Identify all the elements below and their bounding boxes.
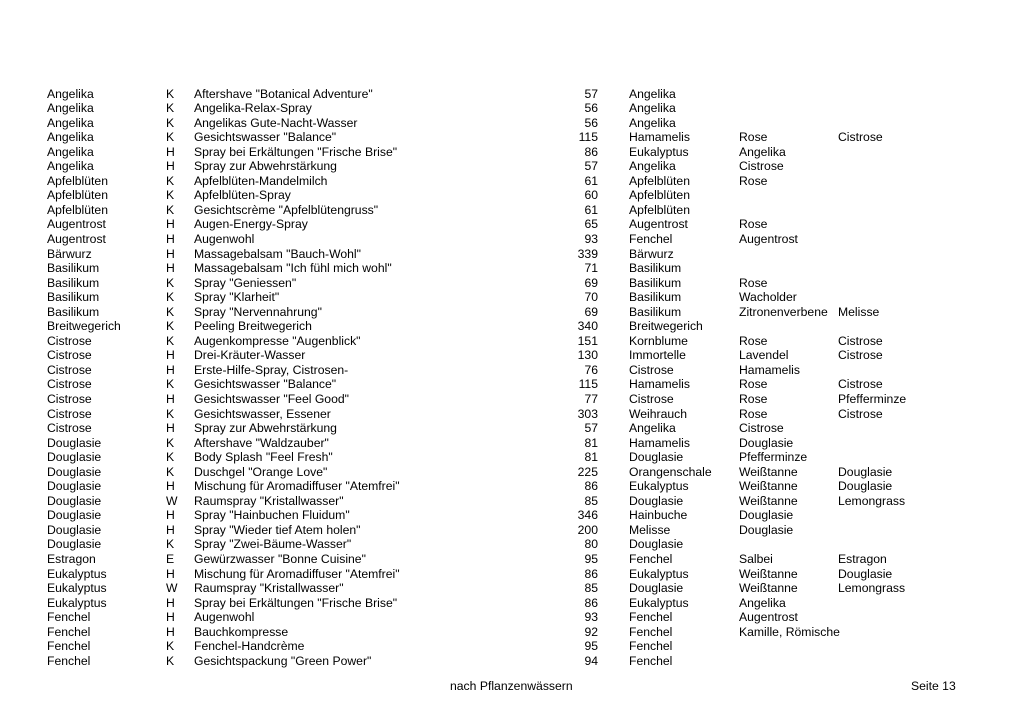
water-3: Cistrose: [838, 333, 883, 348]
product-name: Spray bei Erkältungen "Frische Brise": [194, 595, 398, 610]
water-2: Douglasie: [739, 435, 794, 450]
plant-name: Augentrost: [47, 217, 106, 232]
table-row: [0, 116, 1024, 131]
water-1: Apfelblüten: [629, 188, 690, 203]
footer-title: nach Pflanzenwässern: [450, 679, 573, 693]
plant-name: Douglasie: [47, 537, 102, 552]
page-reference: 115: [578, 377, 598, 392]
water-2: Weißtanne: [739, 581, 798, 596]
plant-name: Angelika: [47, 86, 94, 101]
water-2: Angelika: [739, 144, 786, 159]
page-reference: 60: [584, 188, 598, 203]
water-1: Basilikum: [629, 304, 682, 319]
table-row: [0, 145, 1024, 160]
plant-name: Angelika: [47, 130, 94, 145]
product-name: Erste-Hilfe-Spray, Cistrosen-: [194, 362, 349, 377]
table-row: [0, 407, 1024, 422]
category-code: H: [166, 362, 175, 377]
category-code: K: [166, 319, 175, 334]
plant-name: Fenchel: [47, 653, 91, 668]
plant-name: Angelika: [47, 159, 94, 174]
water-1: Hamamelis: [629, 130, 690, 145]
water-1: Weihrauch: [629, 406, 688, 421]
page-reference: 57: [584, 159, 598, 174]
product-name: Spray "Hainbuchen Fluidum": [194, 508, 350, 523]
category-code: K: [166, 115, 175, 130]
plant-name: Eukalyptus: [47, 595, 107, 610]
water-2: Rose: [739, 333, 768, 348]
page-reference: 69: [584, 304, 598, 319]
category-code: K: [166, 653, 175, 668]
category-code: K: [166, 464, 175, 479]
table-row: [0, 537, 1024, 552]
page-reference: 92: [584, 624, 598, 639]
category-code: K: [166, 333, 175, 348]
table-row: [0, 247, 1024, 262]
water-2: Weißtanne: [739, 566, 798, 581]
table-row: [0, 610, 1024, 625]
category-code: K: [166, 450, 175, 465]
product-name: Spray "Zwei-Bäume-Wasser": [194, 537, 352, 552]
plant-name: Fenchel: [47, 610, 91, 625]
water-3: Estragon: [838, 552, 887, 566]
table-row: [0, 465, 1024, 480]
category-code: H: [166, 610, 175, 625]
water-2: Weißtanne: [739, 493, 798, 508]
product-name: Bauchkompresse: [194, 624, 289, 639]
page-reference: 339: [577, 246, 598, 261]
page-reference: 93: [584, 231, 598, 246]
table-row: [0, 188, 1024, 203]
category-code: H: [166, 217, 175, 232]
water-2: Rose: [739, 275, 768, 290]
category-code: W: [166, 493, 178, 508]
plant-name: Basilikum: [47, 290, 100, 305]
category-code: K: [166, 202, 175, 217]
product-name: Augenwohl: [194, 610, 255, 625]
page-reference: 86: [584, 479, 598, 494]
water-2: Zitronenverbene: [739, 304, 828, 319]
water-1: Eukalyptus: [629, 595, 689, 610]
water-2: Wacholder: [739, 290, 797, 305]
footer-page-number: Seite 13: [911, 679, 956, 693]
product-name: Apfelblüten-Spray: [194, 188, 291, 203]
category-code: H: [166, 159, 175, 174]
water-2: Angelika: [739, 595, 786, 610]
plant-name: Breitwegerich: [47, 319, 121, 334]
page-reference: 225: [577, 464, 598, 479]
page-reference: 65: [584, 217, 598, 232]
water-1: Angelika: [629, 101, 676, 116]
plant-name: Douglasie: [47, 508, 102, 523]
product-name: Mischung für Aromadiffuser "Atemfrei": [194, 479, 400, 494]
page-reference: 81: [584, 450, 598, 465]
category-code: K: [166, 101, 175, 116]
category-code: H: [166, 348, 175, 363]
table-row: [0, 596, 1024, 611]
water-1: Fenchel: [629, 639, 673, 654]
product-name: Body Splash "Feel Fresh": [194, 450, 333, 465]
product-name: Spray "Wieder tief Atem holen": [194, 522, 361, 537]
category-code: K: [166, 537, 175, 552]
water-3: Cistrose: [838, 130, 883, 145]
product-name: Massagebalsam "Ich fühl mich wohl": [194, 261, 392, 276]
plant-name: Angelika: [47, 101, 94, 116]
water-1: Angelika: [629, 159, 676, 174]
product-name: Augenwohl: [194, 231, 255, 246]
table-row: [0, 508, 1024, 523]
water-1: Fenchel: [629, 653, 673, 668]
water-1: Eukalyptus: [629, 144, 689, 159]
table-row: [0, 581, 1024, 596]
product-name: Raumspray "Kristallwasser": [194, 581, 344, 596]
category-code: K: [166, 406, 175, 421]
product-name: Angelikas Gute-Nacht-Wasser: [194, 115, 358, 130]
page-reference: 303: [577, 406, 598, 421]
plant-name: Basilikum: [47, 275, 100, 290]
water-1: Douglasie: [629, 450, 684, 465]
water-2: Weißtanne: [739, 464, 798, 479]
product-name: Spray "Geniessen": [194, 275, 297, 290]
category-code: K: [166, 173, 175, 188]
plant-name: Apfelblüten: [47, 188, 108, 203]
water-1: Douglasie: [629, 581, 684, 596]
plant-name: Augentrost: [47, 231, 106, 246]
category-code: K: [166, 275, 175, 290]
page-reference: 85: [584, 493, 598, 508]
plant-name: Douglasie: [47, 450, 102, 465]
plant-name: Eukalyptus: [47, 581, 107, 596]
category-code: K: [166, 130, 175, 145]
water-3: Lemongrass: [838, 581, 906, 596]
water-1: Douglasie: [629, 537, 684, 552]
plant-name: Douglasie: [47, 464, 102, 479]
plant-name: Cistrose: [47, 421, 92, 436]
table-row: [0, 174, 1024, 189]
product-name: Drei-Kräuter-Wasser: [194, 348, 306, 363]
product-name: Peeling Breitwegerich: [194, 319, 312, 334]
plant-name: Cistrose: [47, 377, 92, 392]
water-2: Augentrost: [739, 610, 798, 625]
product-name: Aftershave "Waldzauber": [194, 435, 329, 450]
table-row: [0, 203, 1024, 218]
water-1: Fenchel: [629, 610, 673, 625]
table-row: [0, 436, 1024, 451]
product-name: Gesichtswasser "Balance": [194, 130, 337, 145]
table-row: [0, 130, 1024, 145]
page-reference: 346: [577, 508, 598, 523]
page-reference: 56: [584, 101, 598, 116]
water-1: Apfelblüten: [629, 202, 690, 217]
water-3: Douglasie: [838, 464, 893, 479]
table-row: [0, 654, 1024, 669]
plant-name: Angelika: [47, 115, 94, 130]
table-row: [0, 421, 1024, 436]
product-name: Spray zur Abwehrstärkung: [194, 421, 337, 436]
page-reference: 93: [584, 610, 598, 625]
product-name: Aftershave "Botanical Adventure": [194, 86, 373, 101]
product-name: Augen-Energy-Spray: [194, 217, 308, 232]
category-code: H: [166, 479, 175, 494]
water-3: Douglasie: [838, 479, 893, 494]
water-1: Basilikum: [629, 290, 682, 305]
table-row: [0, 276, 1024, 291]
page-reference: 70: [584, 290, 598, 305]
water-2: Rose: [739, 173, 768, 188]
water-2: Lavendel: [739, 348, 789, 363]
water-1: Melisse: [629, 522, 671, 537]
water-1: Apfelblüten: [629, 173, 690, 188]
water-3: Cistrose: [838, 406, 883, 421]
category-code: H: [166, 391, 175, 406]
table-row: [0, 290, 1024, 305]
table-row: [0, 334, 1024, 349]
product-name: Gesichtswasser, Essener: [194, 406, 331, 421]
water-1: Eukalyptus: [629, 566, 689, 581]
water-1: Hainbuche: [629, 508, 688, 523]
plant-name: Bärwurz: [47, 246, 92, 261]
category-code: H: [166, 522, 175, 537]
category-code: H: [166, 508, 175, 523]
table-row: [0, 494, 1024, 509]
plant-name: Fenchel: [47, 624, 91, 639]
water-1: Hamamelis: [629, 377, 690, 392]
water-2: Douglasie: [739, 508, 794, 523]
plant-name: Eukalyptus: [47, 566, 107, 581]
table-row: [0, 363, 1024, 378]
table-row: [0, 523, 1024, 538]
category-code: H: [166, 595, 175, 610]
page-reference: 80: [584, 537, 598, 552]
category-code: K: [166, 290, 175, 305]
page-reference: 76: [584, 362, 598, 377]
category-code: K: [166, 86, 175, 101]
page-reference: 71: [584, 261, 598, 276]
product-name: Mischung für Aromadiffuser "Atemfrei": [194, 566, 400, 581]
product-name: Augenkompresse "Augenblick": [194, 333, 361, 348]
product-name: Gesichtswasser "Balance": [194, 377, 337, 392]
water-2: Pfefferminze: [739, 450, 808, 465]
water-1: Cistrose: [629, 362, 674, 377]
water-2: Salbei: [739, 552, 773, 566]
water-1: Angelika: [629, 115, 676, 130]
water-3: Cistrose: [838, 377, 883, 392]
water-2: Rose: [739, 406, 768, 421]
plant-name: Cistrose: [47, 333, 92, 348]
water-3: Pfefferminze: [838, 391, 907, 406]
water-1: Angelika: [629, 421, 676, 436]
water-1: Kornblume: [629, 333, 688, 348]
plant-name: Estragon: [47, 552, 96, 566]
page-reference: 86: [584, 144, 598, 159]
product-name: Spray "Klarheit": [194, 290, 280, 305]
page-reference: 57: [584, 421, 598, 436]
plant-name: Apfelblüten: [47, 173, 108, 188]
table-row: [0, 217, 1024, 232]
water-2: Kamille, Römische: [739, 624, 840, 639]
product-name: Gesichtswasser "Feel Good": [194, 391, 349, 406]
page-reference: 85: [584, 581, 598, 596]
page-reference: 81: [584, 435, 598, 450]
water-1: Immortelle: [629, 348, 686, 363]
water-1: Basilikum: [629, 275, 682, 290]
table-row: [0, 101, 1024, 116]
table-row: [0, 305, 1024, 320]
category-code: E: [166, 552, 175, 566]
table-row: [0, 348, 1024, 363]
table-row: [0, 567, 1024, 582]
water-2: Weißtanne: [739, 479, 798, 494]
water-3: Lemongrass: [838, 493, 906, 508]
page-reference: 56: [584, 115, 598, 130]
table-row: [0, 159, 1024, 174]
product-name: Spray bei Erkältungen "Frische Brise": [194, 144, 398, 159]
product-name: Angelika-Relax-Spray: [194, 101, 312, 116]
page-reference: 61: [584, 202, 598, 217]
water-3: Cistrose: [838, 348, 883, 363]
water-2: Cistrose: [739, 421, 784, 436]
water-3: Melisse: [838, 304, 880, 319]
product-name: Fenchel-Handcrème: [194, 639, 305, 654]
category-code: H: [166, 144, 175, 159]
water-1: Cistrose: [629, 391, 674, 406]
page-reference: 61: [584, 173, 598, 188]
plant-name: Basilikum: [47, 261, 100, 276]
table-row: [0, 552, 1024, 567]
category-code: H: [166, 261, 175, 276]
page-reference: 57: [584, 86, 598, 101]
product-name: Spray zur Abwehrstärkung: [194, 159, 337, 174]
plant-name: Angelika: [47, 144, 94, 159]
table-row: [0, 479, 1024, 494]
table-row: [0, 639, 1024, 654]
water-2: Hamamelis: [739, 362, 800, 377]
table-row: [0, 87, 1024, 102]
water-1: Douglasie: [629, 493, 684, 508]
plant-name: Douglasie: [47, 435, 102, 450]
category-code: K: [166, 188, 175, 203]
page-reference: 115: [578, 130, 598, 145]
table-row: [0, 319, 1024, 334]
product-name: Duschgel "Orange Love": [194, 464, 328, 479]
product-name: Apfelblüten-Mandelmilch: [194, 173, 328, 188]
page-reference: 95: [584, 639, 598, 654]
plant-name: Cistrose: [47, 362, 92, 377]
product-name: Gesichtscrème "Apfelblütengruss": [194, 202, 379, 217]
page-reference: 94: [584, 653, 598, 668]
water-2: Augentrost: [739, 231, 798, 246]
table-row: [0, 450, 1024, 465]
water-3: Douglasie: [838, 566, 893, 581]
water-1: Fenchel: [629, 624, 673, 639]
category-code: K: [166, 639, 175, 654]
product-name: Massagebalsam "Bauch-Wohl": [194, 246, 361, 261]
category-code: W: [166, 581, 178, 596]
page-reference: 151: [577, 333, 598, 348]
category-code: K: [166, 304, 175, 319]
product-name: Spray "Nervennahrung": [194, 304, 322, 319]
page-reference: 130: [577, 348, 598, 363]
page-reference: 95: [584, 552, 598, 566]
water-2: Cistrose: [739, 159, 784, 174]
category-code: H: [166, 246, 175, 261]
plant-name: Douglasie: [47, 493, 102, 508]
page-reference: 69: [584, 275, 598, 290]
product-name: Gewürzwasser "Bonne Cuisine": [194, 552, 366, 566]
table-row: [0, 377, 1024, 392]
water-2: Rose: [739, 217, 768, 232]
category-code: H: [166, 566, 175, 581]
plant-name: Cistrose: [47, 391, 92, 406]
water-1: Breitwegerich: [629, 319, 703, 334]
water-1: Fenchel: [629, 231, 673, 246]
water-1: Augentrost: [629, 217, 688, 232]
index-table: [0, 87, 1024, 669]
water-1: Basilikum: [629, 261, 682, 276]
page-reference: 340: [577, 319, 598, 334]
table-row: [0, 625, 1024, 640]
category-code: H: [166, 421, 175, 436]
table-row: [0, 261, 1024, 276]
plant-name: Douglasie: [47, 479, 102, 494]
water-1: Hamamelis: [629, 435, 690, 450]
plant-name: Douglasie: [47, 522, 102, 537]
category-code: H: [166, 624, 175, 639]
water-1: Angelika: [629, 86, 676, 101]
plant-name: Cistrose: [47, 348, 92, 363]
water-1: Eukalyptus: [629, 479, 689, 494]
water-2: Rose: [739, 130, 768, 145]
water-1: Fenchel: [629, 552, 673, 566]
page-reference: 77: [584, 391, 598, 406]
page-reference: 86: [584, 595, 598, 610]
plant-name: Fenchel: [47, 639, 91, 654]
category-code: K: [166, 377, 175, 392]
water-1: Bärwurz: [629, 246, 674, 261]
product-name: Raumspray "Kristallwasser": [194, 493, 344, 508]
water-2: Rose: [739, 377, 768, 392]
water-2: Rose: [739, 391, 768, 406]
table-row: [0, 232, 1024, 247]
plant-name: Basilikum: [47, 304, 100, 319]
category-code: K: [166, 435, 175, 450]
page-reference: 86: [584, 566, 598, 581]
plant-name: Apfelblüten: [47, 202, 108, 217]
category-code: H: [166, 231, 175, 246]
plant-name: Cistrose: [47, 406, 92, 421]
page-reference: 200: [577, 522, 598, 537]
water-1: Orangenschale: [629, 464, 712, 479]
water-2: Douglasie: [739, 522, 794, 537]
table-row: [0, 392, 1024, 407]
product-name: Gesichtspackung "Green Power": [194, 653, 372, 668]
